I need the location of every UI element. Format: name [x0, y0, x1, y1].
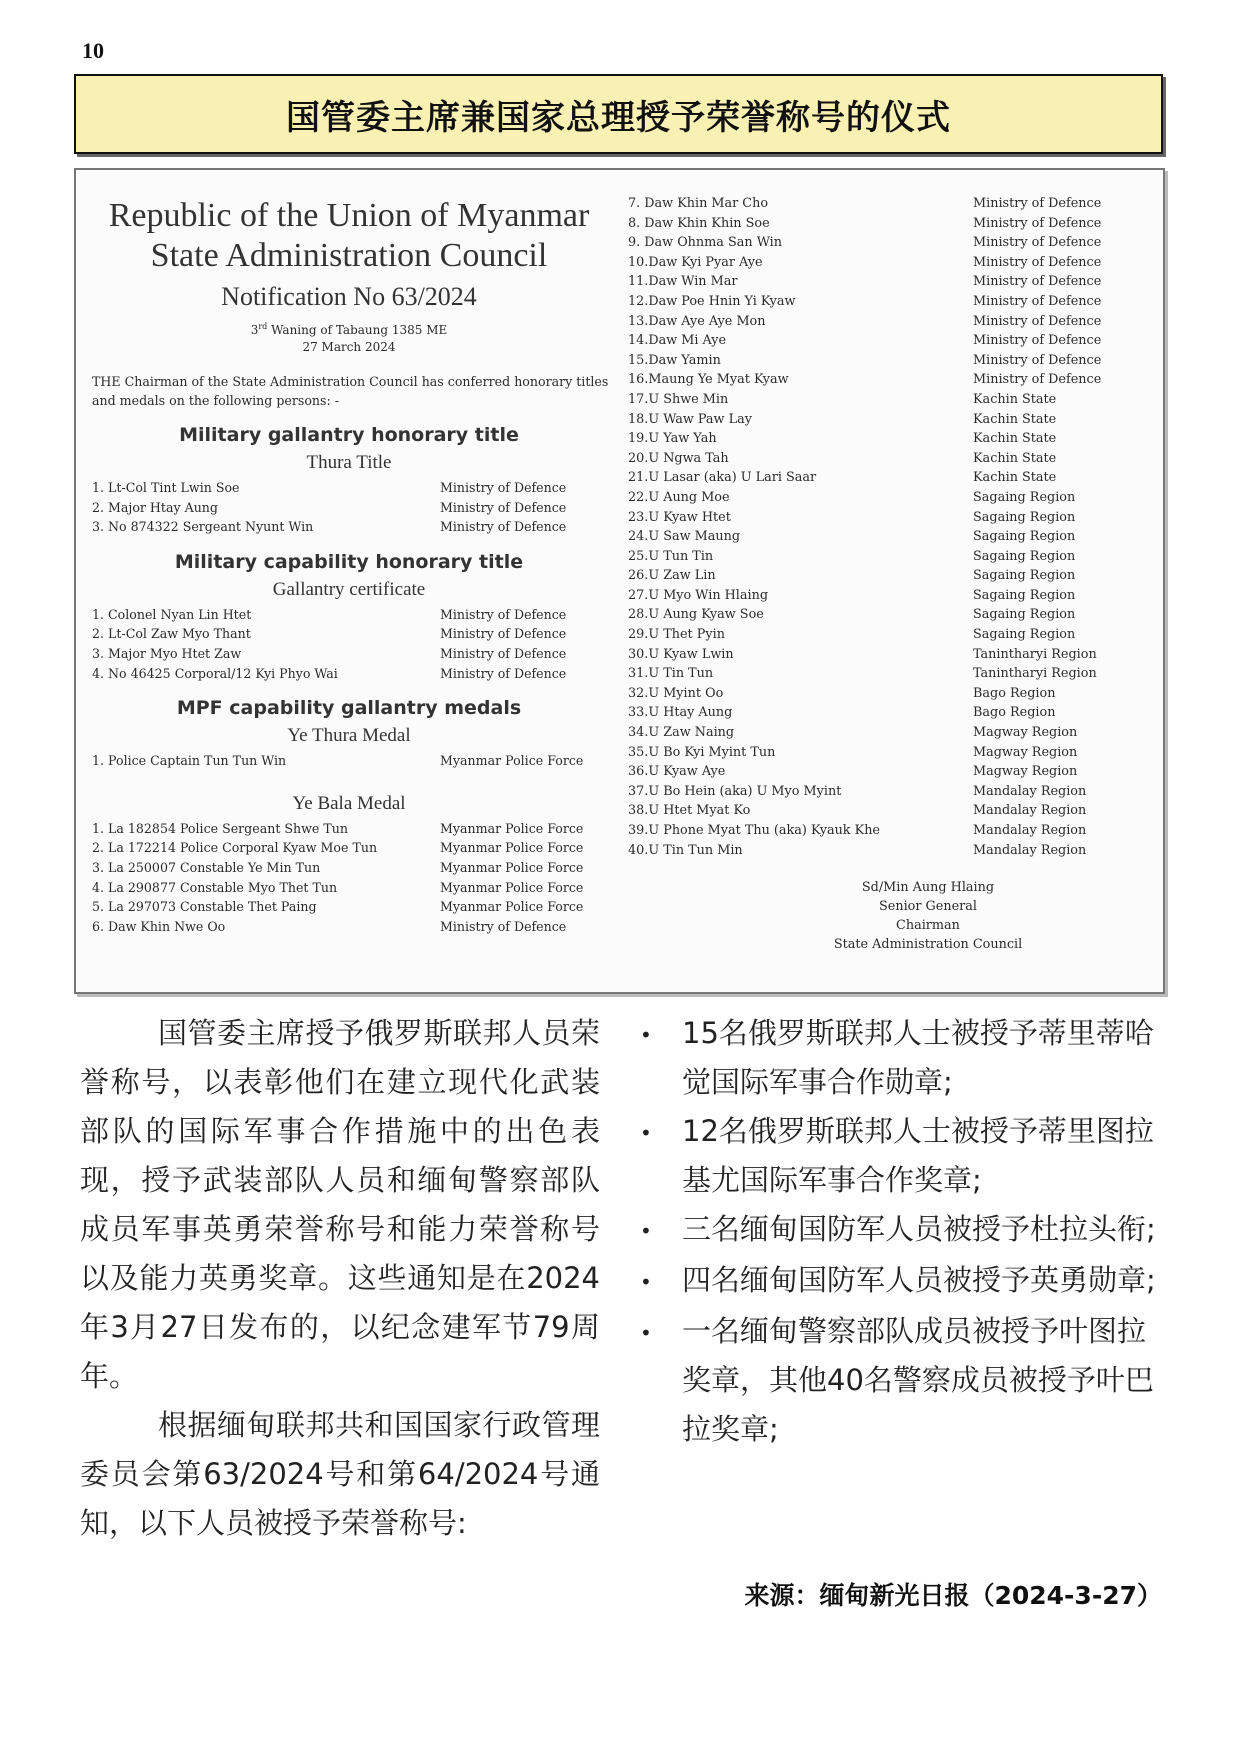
person-row — [92, 838, 614, 858]
signature-line: Chairman — [896, 918, 960, 934]
person-row — [628, 664, 1148, 684]
article-left-column — [80, 1009, 600, 1548]
person-organization: Tanintharyi Region — [973, 666, 1097, 682]
article-paragraph-1: 国管委主席授予俄罗斯联邦人员荣誉称号，以表彰他们在建立现代化武装部队的国际军事合作措施中的出色表现，授予武装部队人员和缅甸警察部队成员军事英勇荣誉称号和能力荣誉称号以及能力英勇奖章。这些通知是在2024年3月27日发布的，以纪念建军节79周年。 — [80, 1016, 600, 1393]
award-section-title: Military gallantry honorary title — [179, 424, 519, 446]
person-row — [628, 233, 1148, 253]
person-organization: Sagaing Region — [973, 529, 1076, 545]
person-row — [628, 449, 1148, 469]
person-row — [628, 370, 1148, 390]
person-row — [92, 624, 614, 644]
person-name: 15.Daw Yamin — [628, 352, 721, 368]
notice-date-gregorian: 27 March 2024 — [302, 340, 396, 354]
person-organization: Sagaing Region — [973, 489, 1076, 505]
signature-block — [828, 878, 1028, 954]
person-row — [92, 897, 614, 917]
person-name: 16.Maung Ye Myat Kyaw — [628, 372, 789, 388]
bullet-item — [640, 1205, 1160, 1256]
bullet-item — [640, 1107, 1160, 1205]
person-row — [628, 508, 1148, 528]
notice-heading-republic: Republic of the Union of Myanmar — [108, 197, 590, 234]
person-name: 7. Daw Khin Mar Cho — [628, 196, 769, 211]
person-name: 34.U Zaw Naing — [628, 725, 735, 741]
award-subtitle: Thura Title — [306, 452, 392, 473]
person-organization: Ministry of Defence — [973, 215, 1102, 231]
notification-number: Notification No 63/2024 — [221, 282, 477, 311]
source-credit: 来源：缅甸新光日报（2024-3-27） — [744, 1581, 1162, 1610]
person-name: 32.U Myint Oo — [628, 685, 724, 701]
notice-heading-council: State Administration Council — [150, 237, 548, 274]
person-row — [628, 410, 1148, 430]
person-organization: Sagaing Region — [973, 607, 1076, 623]
person-row — [628, 841, 1148, 861]
person-row — [628, 429, 1148, 449]
person-name: 20.U Ngwa Tah — [628, 450, 729, 466]
person-name: 19.U Yaw Yah — [628, 431, 717, 447]
person-organization: Myanmar Police Force — [440, 840, 584, 856]
bullet-text: 三名缅甸国防军人员被授予杜拉头衔; — [682, 1212, 1156, 1246]
person-row — [92, 858, 614, 878]
bullet-text: 12名俄罗斯联邦人士被授予蒂里图拉基尤国际军事合作奖章; — [682, 1114, 1154, 1197]
person-name: 11.Daw Win Mar — [628, 274, 738, 290]
recipient-list — [92, 751, 614, 771]
person-row — [628, 801, 1148, 821]
person-row — [628, 782, 1148, 802]
person-row — [92, 644, 614, 664]
person-organization: Ministry of Defence — [440, 665, 567, 681]
person-name: 13.Daw Aye Aye Mon — [628, 313, 766, 329]
person-organization: Ministry of Defence — [973, 352, 1102, 368]
person-name: 8. Daw Khin Khin Soe — [628, 215, 770, 231]
person-organization: Kachin State — [973, 470, 1057, 486]
person-name: 27.U Myo Win Hlaing — [628, 587, 769, 603]
person-name: 26.U Zaw Lin — [628, 568, 716, 584]
person-row — [628, 527, 1148, 547]
person-name: 12.Daw Poe Hnin Yi Kyaw — [628, 293, 796, 309]
person-name: 28.U Aung Kyaw Soe — [628, 607, 764, 623]
signature-line: State Administration Council — [833, 937, 1023, 953]
person-row — [628, 214, 1148, 234]
person-organization: Myanmar Police Force — [440, 899, 584, 915]
article-bullet-list — [640, 1009, 1160, 1454]
person-row — [628, 723, 1148, 743]
bullet-text: 四名缅甸国防军人员被授予英勇勋章; — [682, 1263, 1156, 1297]
signature-line: Sd/Min Aung Hlaing — [861, 880, 995, 896]
person-organization: Myanmar Police Force — [440, 879, 584, 895]
person-row — [628, 821, 1148, 841]
person-name: 6. Daw Khin Nwe Oo — [92, 918, 226, 934]
person-name: 2. Lt-Col Zaw Myo Thant — [92, 626, 251, 642]
person-organization: Ministry of Defence — [440, 626, 567, 642]
person-organization: Mandalay Region — [973, 842, 1087, 858]
recipient-list — [92, 478, 614, 537]
person-organization: Kachin State — [973, 450, 1057, 466]
person-organization: Myanmar Police Force — [440, 820, 584, 836]
continued-list — [628, 194, 1148, 860]
person-name: 33.U Htay Aung — [628, 705, 733, 721]
article-paragraph-2: 根据缅甸联邦共和国国家行政管理委员会第63/2024号和第64/2024号通知，以下人员被授予荣誉称号: — [80, 1408, 600, 1540]
person-name: 18.U Waw Paw Lay — [628, 411, 752, 427]
bullet-item — [640, 1009, 1160, 1107]
person-organization: Bago Region — [973, 685, 1056, 701]
person-organization: Sagaing Region — [973, 548, 1076, 564]
recipient-list — [92, 605, 614, 683]
notice-left-column — [84, 170, 614, 936]
person-organization: Ministry of Defence — [973, 372, 1102, 388]
person-row — [628, 390, 1148, 410]
person-row — [92, 498, 614, 518]
bullet-text: 一名缅甸警察部队成员被授予叶图拉奖章，其他40名警察成员被授予叶巴拉奖章; — [682, 1314, 1154, 1446]
person-name: 24.U Saw Maung — [628, 529, 741, 545]
person-row — [628, 645, 1148, 665]
person-organization: Ministry of Defence — [440, 480, 567, 495]
person-organization: Ministry of Defence — [440, 606, 567, 622]
person-row — [628, 312, 1148, 332]
person-organization: Mandalay Region — [973, 803, 1087, 819]
notification-image — [74, 168, 1165, 994]
person-organization: Kachin State — [973, 431, 1057, 447]
person-name: 1. Police Captain Tun Tun Win — [92, 753, 287, 769]
award-section-title: MPF capability gallantry medals — [176, 697, 522, 720]
award-sections — [84, 424, 614, 936]
person-row — [628, 703, 1148, 723]
person-name: 35.U Bo Kyi Myint Tun — [628, 744, 776, 760]
person-name: 5. La 297073 Constable Thet Paing — [92, 899, 317, 915]
award-subtitle: Ye Thura Medal — [287, 725, 411, 747]
person-name: 3. La 250007 Constable Ye Min Tun — [92, 859, 321, 875]
person-row — [628, 762, 1148, 782]
person-name: 9. Daw Ohnma San Win — [628, 235, 782, 251]
person-organization: Magway Region — [973, 744, 1078, 760]
person-name: 1. Lt-Col Tint Lwin Soe — [92, 480, 240, 495]
person-row — [628, 684, 1148, 704]
person-organization: Sagaing Region — [973, 509, 1076, 525]
person-name: 37.U Bo Hein (aka) U Myo Myint — [628, 783, 842, 799]
notice-date-myanmar: 3rd Waning of Tabaung 1385 ME — [250, 322, 448, 337]
person-name: 4. La 290877 Constable Myo Thet Tun — [92, 879, 338, 895]
person-row — [92, 751, 614, 771]
headline-banner — [74, 74, 1163, 154]
person-organization: Ministry of Defence — [973, 254, 1102, 270]
person-organization: Ministry of Defence — [973, 274, 1102, 290]
person-organization: Myanmar Police Force — [440, 753, 584, 769]
person-organization: Magway Region — [973, 725, 1078, 741]
person-row — [628, 488, 1148, 508]
page-number: 10 — [82, 38, 104, 63]
person-row — [92, 917, 614, 937]
person-name: 23.U Kyaw Htet — [628, 509, 731, 525]
person-organization: Ministry of Defence — [440, 645, 567, 661]
person-name: 36.U Kyaw Aye — [628, 764, 726, 780]
person-name: 40.U Tin Tun Min — [628, 842, 743, 858]
bullet-item — [640, 1307, 1160, 1454]
bullet-dot: • — [640, 1121, 652, 1145]
person-row — [628, 547, 1148, 567]
person-name: 29.U Thet Pyin — [628, 627, 725, 643]
person-organization: Ministry of Defence — [440, 918, 567, 934]
person-row — [628, 586, 1148, 606]
person-name: 1. Colonel Nyan Lin Htet — [92, 606, 252, 622]
person-organization: Kachin State — [973, 391, 1057, 407]
person-organization: Sagaing Region — [973, 568, 1076, 584]
person-organization: Tanintharyi Region — [973, 646, 1097, 662]
person-row — [92, 605, 614, 625]
person-organization: Sagaing Region — [973, 587, 1076, 603]
person-row — [92, 878, 614, 898]
person-organization: Kachin State — [973, 411, 1057, 427]
person-organization: Myanmar Police Force — [440, 859, 584, 875]
person-name: 17.U Shwe Min — [628, 391, 729, 407]
person-organization: Ministry of Defence — [973, 293, 1102, 309]
person-organization: Ministry of Defence — [440, 519, 567, 535]
person-row — [628, 605, 1148, 625]
person-name: 3. No 874322 Sergeant Nyunt Win — [92, 519, 314, 535]
person-name: 22.U Aung Moe — [628, 489, 730, 505]
person-organization: Sagaing Region — [973, 627, 1076, 643]
person-row — [628, 468, 1148, 488]
person-organization: Bago Region — [973, 705, 1056, 721]
person-name: 10.Daw Kyi Pyar Aye — [628, 254, 763, 270]
bullet-dot: • — [640, 1219, 652, 1243]
award-section-title: Military capability honorary title — [174, 550, 524, 573]
person-row — [92, 478, 614, 498]
person-name: 31.U Tin Tun — [628, 666, 714, 682]
person-name: 21.U Lasar (aka) U Lari Saar — [628, 470, 817, 486]
notice-intro: THE Chairman of the State Administration Council has conferred honorary titles and medals on the following persons: - — [92, 374, 609, 408]
person-row — [628, 351, 1148, 371]
award-subtitle: Gallantry certificate — [272, 578, 426, 600]
signature-line: Senior General — [878, 899, 977, 915]
bullet-text: 15名俄罗斯联邦人士被授予蒂里蒂哈觉国际军事合作勋章; — [682, 1016, 1154, 1099]
person-row — [628, 272, 1148, 292]
person-name: 30.U Kyaw Lwin — [628, 646, 734, 662]
person-name: 25.U Tun Tin — [628, 548, 714, 564]
person-row — [92, 517, 614, 537]
bullet-dot: • — [640, 1321, 652, 1345]
notice-right-column — [628, 194, 1148, 954]
person-name: 4. No 46425 Corporal/12 Kyi Phyo Wai — [92, 665, 338, 681]
bullet-dot: • — [640, 1270, 652, 1294]
bullet-dot: • — [640, 1023, 652, 1047]
person-organization: Ministry of Defence — [973, 235, 1102, 251]
person-name: 3. Major Myo Htet Zaw — [92, 645, 242, 661]
person-row — [628, 625, 1148, 645]
person-organization: Magway Region — [973, 764, 1078, 780]
person-name: 39.U Phone Myat Thu (aka) Kyauk Khe — [628, 823, 881, 838]
bullet-item — [640, 1256, 1160, 1307]
person-name: 14.Daw Mi Aye — [628, 333, 727, 349]
person-name: 1. La 182854 Police Sergeant Shwe Tun — [92, 820, 348, 836]
person-row — [628, 194, 1148, 214]
person-name: 38.U Htet Myat Ko — [628, 803, 751, 819]
person-row — [628, 743, 1148, 763]
person-row — [92, 664, 614, 684]
headline: 国管委主席兼国家总理授予荣誉称号的仪式 — [286, 97, 951, 138]
award-subtitle: Ye Bala Medal — [292, 792, 406, 814]
person-name: 2. La 172214 Police Corporal Kyaw Moe Tun — [92, 840, 378, 856]
person-row — [628, 566, 1148, 586]
person-organization: Mandalay Region — [973, 823, 1087, 838]
person-row — [92, 819, 614, 839]
person-organization: Ministry of Defence — [440, 499, 567, 515]
person-organization: Mandalay Region — [973, 783, 1087, 799]
person-row — [628, 292, 1148, 312]
person-name: 2. Major Htay Aung — [92, 499, 218, 515]
person-row — [628, 331, 1148, 351]
person-row — [628, 253, 1148, 273]
person-organization: Ministry of Defence — [973, 313, 1102, 329]
recipient-list — [92, 819, 614, 937]
person-organization: Ministry of Defence — [973, 333, 1102, 349]
person-organization: Ministry of Defence — [973, 196, 1102, 211]
